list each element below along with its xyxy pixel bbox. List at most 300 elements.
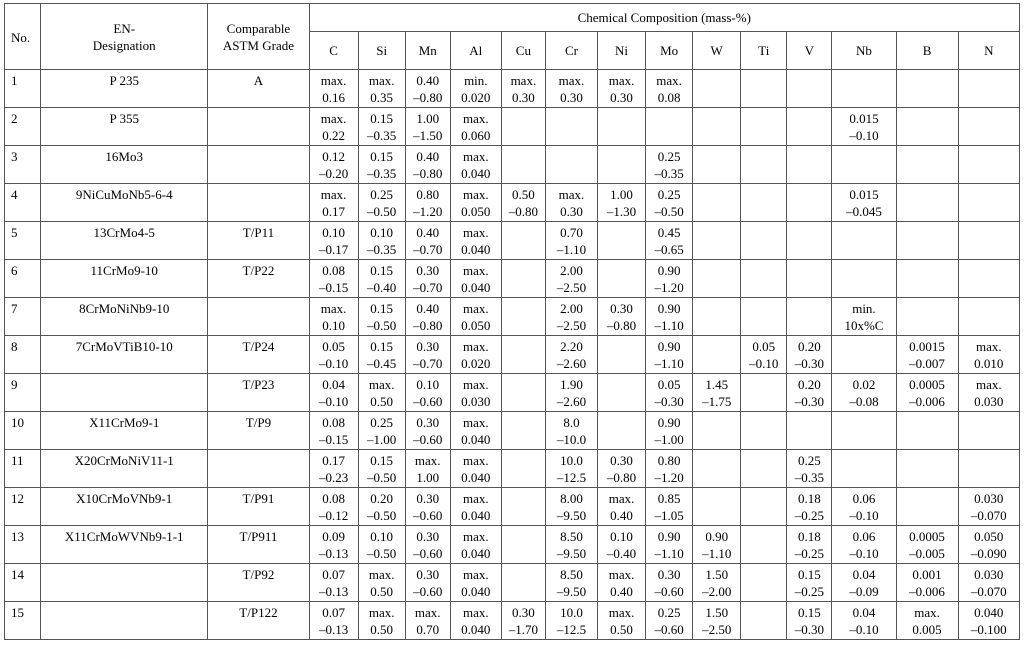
value-line: 2.00 [560, 301, 583, 316]
value-line: 0.16 [322, 90, 345, 105]
value-cell-ni [598, 184, 646, 222]
value-cell-ti [741, 602, 787, 640]
astm-grade-cell: T/P91 [208, 488, 309, 526]
header-no: No. [5, 4, 41, 70]
value-cell-si [358, 70, 405, 108]
value-cell-ni [598, 374, 646, 412]
en-designation-cell: 8CrMoNiNb9-10 [41, 298, 208, 336]
value-line: max. [462, 111, 489, 126]
value-line: –0.60 [413, 508, 443, 523]
table-row [5, 298, 1020, 336]
value-cell-ni [598, 260, 646, 298]
value-cell-w [693, 222, 741, 260]
value-cell-c [309, 450, 358, 488]
value-cell-cr [545, 70, 597, 108]
value-cell-w [693, 260, 741, 298]
value-cell-w [693, 108, 741, 146]
chemical-composition-table [4, 3, 1020, 640]
value-cell-b [896, 450, 958, 488]
value-cell-v [787, 70, 832, 108]
value-line: 0.020 [461, 90, 491, 105]
value-line: 0.04 [322, 377, 345, 392]
astm-grade-cell: T/P911 [208, 526, 309, 564]
table-row [5, 260, 1020, 298]
row-number: 14 [5, 564, 41, 602]
value-line: 0.04 [852, 567, 876, 582]
value-line: 0.0015 [909, 339, 945, 354]
value-line: 1.45 [705, 377, 729, 392]
value-cell-mn [405, 70, 450, 108]
value-line: 1.00 [610, 187, 633, 202]
value-line: 0.35 [370, 90, 394, 105]
astm-grade-cell: T/P11 [208, 222, 309, 260]
header-element-si: Si [358, 32, 405, 70]
value-cell-mo [646, 260, 693, 298]
value-cell-v [787, 336, 832, 374]
astm-grade-cell [208, 298, 309, 336]
value-line: 0.15 [797, 605, 821, 620]
value-line: 0.40 [416, 149, 440, 164]
en-designation-cell: P 355 [41, 108, 208, 146]
value-line: –0.10 [849, 546, 879, 561]
row-number: 12 [5, 488, 41, 526]
value-cell-ti [741, 450, 787, 488]
value-line: –0.50 [654, 204, 684, 219]
value-line: –0.070 [970, 584, 1007, 599]
value-cell-c [309, 564, 358, 602]
value-line: 0.030 [974, 491, 1004, 506]
value-cell-c [309, 184, 358, 222]
value-cell-nb [832, 526, 896, 564]
value-cell-ti [741, 298, 787, 336]
value-line: 0.17 [322, 453, 345, 468]
value-line: 0.40 [416, 73, 440, 88]
value-line: –0.007 [909, 356, 945, 371]
value-line: 0.07 [322, 605, 345, 620]
value-cell-al [450, 374, 501, 412]
value-cell-cr [545, 260, 597, 298]
value-line: 0.40 [416, 301, 440, 316]
en-designation-cell [41, 374, 208, 412]
header-astm-line: ASTM Grade [222, 37, 295, 53]
value-cell-ti [741, 374, 787, 412]
value-line: max. [320, 111, 347, 126]
value-line: max. [462, 377, 489, 392]
value-line: –0.10 [318, 394, 349, 409]
value-line: 0.06 [852, 491, 876, 506]
value-line: –0.10 [749, 356, 779, 371]
value-line: –0.20 [318, 166, 349, 181]
en-designation-cell: 9NiCuMoNb5-6-4 [41, 184, 208, 222]
value-line: –9.50 [556, 546, 587, 561]
value-cell-b [896, 336, 958, 374]
value-line: 0.18 [797, 529, 821, 544]
value-cell-si [358, 602, 405, 640]
value-cell-ni [598, 336, 646, 374]
value-line: –1.10 [654, 356, 684, 371]
value-line: 0.50 [370, 394, 394, 409]
header-element-c: C [309, 32, 358, 70]
value-line: 0.30 [416, 339, 440, 354]
value-cell-si [358, 488, 405, 526]
value-cell-c [309, 70, 358, 108]
header-element-b: B [896, 32, 958, 70]
value-line: 0.22 [322, 128, 345, 143]
value-cell-ti [741, 412, 787, 450]
value-line: 0.10 [370, 225, 394, 240]
value-line: 0.45 [657, 225, 681, 240]
value-cell-ti [741, 108, 787, 146]
value-cell-c [309, 412, 358, 450]
value-line: –0.35 [367, 242, 397, 257]
header-row [5, 4, 1020, 32]
value-line: 0.0005 [909, 377, 945, 392]
value-cell-nb [832, 488, 896, 526]
value-cell-al [450, 412, 501, 450]
value-line: 0.040 [461, 432, 491, 447]
value-line: 0.010 [974, 356, 1004, 371]
header-element-mo: Mo [646, 32, 693, 70]
value-line: –0.70 [413, 280, 443, 295]
value-line: max. [462, 187, 489, 202]
value-cell-cr [545, 222, 597, 260]
value-cell-n [958, 602, 1019, 640]
value-cell-mn [405, 146, 450, 184]
value-line: 8.0 [563, 415, 580, 430]
value-cell-cu [501, 336, 545, 374]
value-cell-si [358, 336, 405, 374]
value-cell-cr [545, 450, 597, 488]
astm-grade-cell: T/P23 [208, 374, 309, 412]
value-cell-w [693, 564, 741, 602]
value-line: 0.040 [974, 605, 1004, 620]
value-cell-cu [501, 602, 545, 640]
value-line: min. [464, 73, 488, 88]
value-line: 0.15 [370, 453, 394, 468]
value-line: –0.60 [654, 584, 684, 599]
value-line: –0.80 [606, 318, 637, 333]
value-line: –0.35 [794, 470, 824, 485]
value-cell-b [896, 564, 958, 602]
value-cell-b [896, 374, 958, 412]
value-line: 0.040 [461, 546, 491, 561]
value-line: 1.00 [416, 470, 440, 485]
value-line: –1.05 [654, 508, 684, 523]
value-line: 0.10 [610, 529, 633, 544]
value-cell-si [358, 374, 405, 412]
value-line: 0.08 [322, 491, 345, 506]
value-line: –0.15 [318, 432, 349, 447]
value-line: max. [462, 453, 489, 468]
value-cell-cr [545, 412, 597, 450]
value-cell-si [358, 260, 405, 298]
value-line: 0.040 [461, 470, 491, 485]
value-cell-w [693, 146, 741, 184]
value-line: 0.060 [461, 128, 491, 143]
value-line: –0.10 [318, 356, 349, 371]
value-line: 0.25 [657, 187, 681, 202]
value-cell-al [450, 488, 501, 526]
value-line: –0.005 [909, 546, 945, 561]
value-line: max. [510, 73, 537, 88]
value-cell-n [958, 108, 1019, 146]
value-line: 0.30 [416, 567, 440, 582]
row-number: 9 [5, 374, 41, 412]
en-designation-cell: X11CrMo9-1 [41, 412, 208, 450]
value-cell-b [896, 184, 958, 222]
value-line: 0.050 [461, 318, 491, 333]
value-cell-b [896, 108, 958, 146]
value-line: –0.35 [367, 128, 397, 143]
value-cell-ni [598, 526, 646, 564]
value-line: –0.70 [413, 356, 443, 371]
value-line: 0.08 [657, 90, 681, 105]
value-line: 0.90 [657, 415, 681, 430]
value-cell-cu [501, 374, 545, 412]
value-cell-mo [646, 412, 693, 450]
value-line: –0.045 [846, 204, 882, 219]
value-line: –1.20 [413, 204, 443, 219]
value-line: max. [608, 605, 635, 620]
value-line: 0.09 [322, 529, 345, 544]
header-element-al: Al [450, 32, 501, 70]
value-line: –0.090 [970, 546, 1007, 561]
value-line: –2.60 [556, 394, 587, 409]
value-cell-si [358, 412, 405, 450]
value-cell-al [450, 260, 501, 298]
value-line: max. [320, 301, 347, 316]
value-line: 0.040 [461, 584, 491, 599]
value-line: –0.35 [367, 166, 397, 181]
header-element-v: V [787, 32, 832, 70]
value-line: min. [852, 301, 876, 316]
value-cell-ni [598, 146, 646, 184]
value-line: 0.05 [657, 377, 681, 392]
value-cell-ni [598, 298, 646, 336]
value-line: max. [414, 453, 441, 468]
astm-grade-cell [208, 184, 309, 222]
value-line: –0.15 [318, 280, 349, 295]
value-line: 0.05 [752, 339, 776, 354]
value-line: –0.80 [508, 204, 538, 219]
header-element-cr: Cr [545, 32, 597, 70]
value-line: 0.050 [461, 204, 491, 219]
value-cell-v [787, 184, 832, 222]
table-row [5, 146, 1020, 184]
value-cell-si [358, 222, 405, 260]
value-cell-cu [501, 146, 545, 184]
value-line: –0.80 [413, 318, 443, 333]
value-cell-nb [832, 146, 896, 184]
value-cell-w [693, 450, 741, 488]
value-cell-n [958, 184, 1019, 222]
value-cell-c [309, 488, 358, 526]
value-line: –9.50 [556, 584, 587, 599]
value-cell-ti [741, 336, 787, 374]
value-cell-c [309, 146, 358, 184]
value-line: 0.15 [370, 301, 394, 316]
value-line: –2.60 [556, 356, 587, 371]
value-cell-mn [405, 336, 450, 374]
value-line: –1.20 [654, 280, 684, 295]
value-line: –12.5 [556, 622, 587, 637]
value-line: max. [414, 605, 441, 620]
value-line: –0.60 [413, 432, 443, 447]
value-line: –0.070 [970, 508, 1007, 523]
value-line: 0.70 [560, 225, 583, 240]
value-cell-n [958, 450, 1019, 488]
value-cell-cu [501, 70, 545, 108]
value-cell-al [450, 336, 501, 374]
value-cell-v [787, 488, 832, 526]
value-cell-cu [501, 450, 545, 488]
value-cell-v [787, 602, 832, 640]
value-cell-mo [646, 336, 693, 374]
value-line: 0.40 [416, 225, 440, 240]
header-element-w: W [693, 32, 741, 70]
value-line: –0.12 [318, 508, 349, 523]
value-cell-b [896, 222, 958, 260]
value-cell-cu [501, 108, 545, 146]
value-line: 0.02 [852, 377, 876, 392]
value-line: 0.20 [370, 491, 394, 506]
value-cell-ti [741, 564, 787, 602]
value-line: 0.90 [657, 339, 681, 354]
value-cell-mo [646, 298, 693, 336]
value-line: 0.20 [797, 339, 821, 354]
value-line: –1.10 [556, 242, 587, 257]
value-line: 1.50 [705, 567, 729, 582]
value-cell-nb [832, 222, 896, 260]
value-cell-c [309, 298, 358, 336]
value-line: max. [462, 491, 489, 506]
value-line: max. [368, 73, 395, 88]
table-row [5, 412, 1020, 450]
value-cell-v [787, 412, 832, 450]
value-line: 10.0 [560, 605, 583, 620]
row-number: 4 [5, 184, 41, 222]
value-line: 0.80 [657, 453, 681, 468]
value-line: 0.040 [461, 166, 491, 181]
value-cell-w [693, 184, 741, 222]
value-line: –0.25 [794, 546, 824, 561]
value-cell-si [358, 184, 405, 222]
value-line: –1.75 [702, 394, 732, 409]
value-cell-n [958, 412, 1019, 450]
value-line: 0.040 [461, 622, 491, 637]
value-line: 0.005 [912, 622, 942, 637]
value-line: –1.20 [654, 470, 684, 485]
value-line: 0.25 [657, 605, 681, 620]
value-line: 0.30 [610, 301, 633, 316]
value-cell-mn [405, 488, 450, 526]
value-cell-n [958, 488, 1019, 526]
value-cell-mn [405, 374, 450, 412]
value-cell-mn [405, 260, 450, 298]
value-line: –0.13 [318, 546, 349, 561]
value-cell-nb [832, 602, 896, 640]
value-cell-v [787, 260, 832, 298]
value-line: max. [462, 225, 489, 240]
value-line: 0.50 [370, 622, 394, 637]
value-line: –9.50 [556, 508, 587, 523]
value-cell-b [896, 526, 958, 564]
value-cell-c [309, 526, 358, 564]
value-cell-w [693, 70, 741, 108]
value-line: –0.50 [367, 546, 397, 561]
value-line: max. [462, 149, 489, 164]
value-line: 0.10 [322, 318, 345, 333]
value-cell-c [309, 602, 358, 640]
value-line: 0.06 [852, 529, 876, 544]
value-cell-cr [545, 488, 597, 526]
value-line: 0.30 [512, 90, 535, 105]
value-cell-c [309, 260, 358, 298]
value-line: –0.100 [970, 622, 1007, 637]
value-line: 0.30 [610, 453, 633, 468]
value-line: –0.17 [318, 242, 349, 257]
value-cell-v [787, 146, 832, 184]
value-line: 0.001 [912, 567, 942, 582]
value-line: –0.50 [367, 508, 397, 523]
value-cell-v [787, 298, 832, 336]
value-line: max. [368, 377, 395, 392]
value-cell-cu [501, 298, 545, 336]
value-cell-b [896, 488, 958, 526]
en-designation-cell: 11CrMo9-10 [41, 260, 208, 298]
value-cell-al [450, 450, 501, 488]
astm-grade-cell: T/P92 [208, 564, 309, 602]
value-cell-nb [832, 298, 896, 336]
value-line: 0.40 [610, 508, 633, 523]
value-cell-b [896, 260, 958, 298]
value-cell-mn [405, 602, 450, 640]
value-cell-cr [545, 526, 597, 564]
value-cell-nb [832, 70, 896, 108]
row-number: 10 [5, 412, 41, 450]
value-cell-cu [501, 488, 545, 526]
value-line: 0.18 [797, 491, 821, 506]
value-line: 0.50 [370, 584, 394, 599]
value-cell-w [693, 602, 741, 640]
value-cell-mn [405, 222, 450, 260]
value-line: –2.50 [556, 318, 587, 333]
value-line: –2.50 [702, 622, 732, 637]
value-cell-nb [832, 412, 896, 450]
value-line: max. [462, 605, 489, 620]
header-astm-line: Comparable [226, 20, 291, 36]
value-line: –0.50 [367, 318, 397, 333]
value-cell-v [787, 450, 832, 488]
value-line: 0.15 [370, 263, 394, 278]
value-line: –1.10 [654, 318, 684, 333]
value-cell-al [450, 184, 501, 222]
value-line: –0.25 [794, 508, 824, 523]
value-cell-mo [646, 488, 693, 526]
value-cell-b [896, 412, 958, 450]
value-line: max. [608, 491, 635, 506]
row-number: 8 [5, 336, 41, 374]
value-cell-b [896, 70, 958, 108]
value-line: –0.80 [413, 90, 443, 105]
value-cell-n [958, 260, 1019, 298]
value-cell-b [896, 146, 958, 184]
table-row [5, 526, 1020, 564]
value-line: –0.50 [367, 204, 397, 219]
value-line: –0.23 [318, 470, 349, 485]
value-line: 0.30 [560, 204, 583, 219]
value-line: 0.040 [461, 508, 491, 523]
